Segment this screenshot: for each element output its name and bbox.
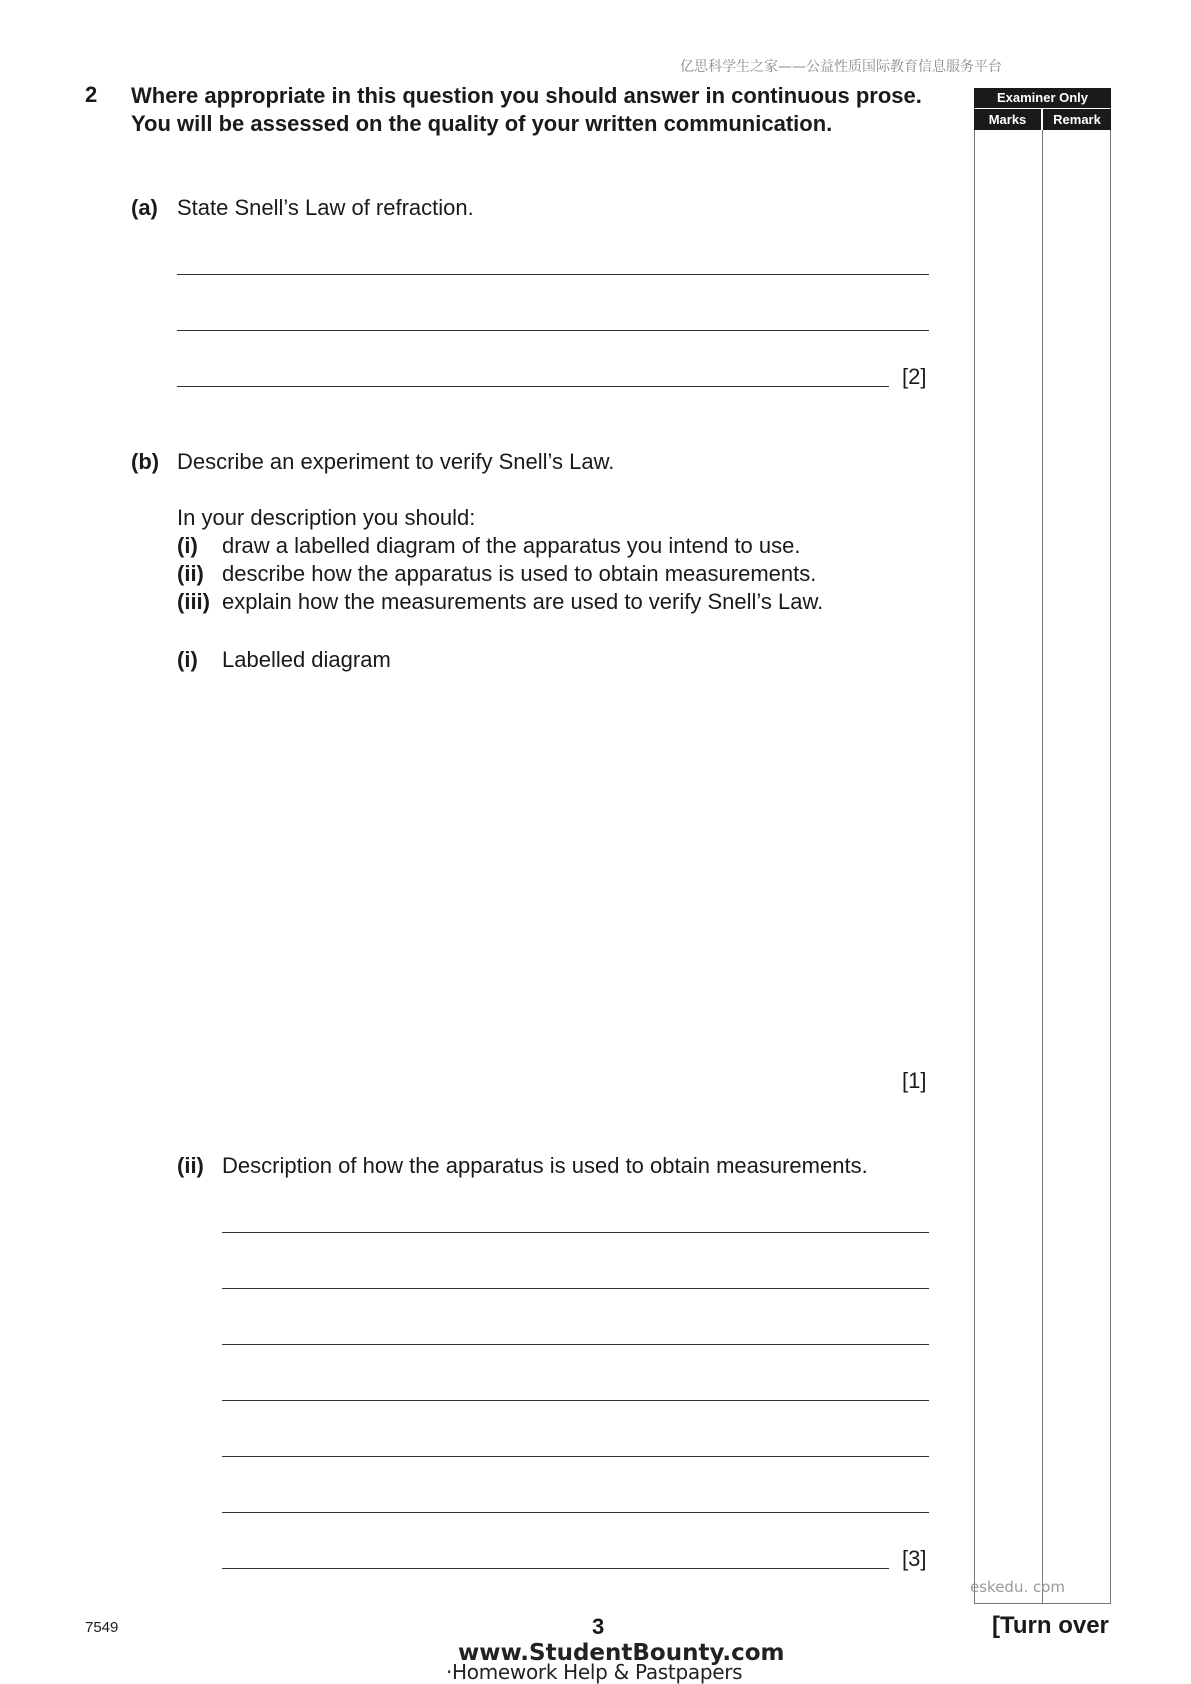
sub-ii-label: (ii) bbox=[177, 1153, 204, 1178]
examiner-remark-header: Remark bbox=[1043, 109, 1111, 130]
question-instruction: Where appropriate in this question you should answer in continuous prose. You will be assessed on the quality of your written communication. bbox=[131, 83, 922, 136]
sub-ii-marks: [3] bbox=[902, 1546, 927, 1571]
examiner-header: Examiner Only bbox=[974, 88, 1111, 108]
answer-line-b2[interactable] bbox=[222, 1288, 929, 1289]
answer-line-b6[interactable] bbox=[222, 1512, 929, 1513]
part-a-label: (a) bbox=[131, 195, 158, 220]
answer-line-a1[interactable] bbox=[177, 274, 929, 275]
page-number: 3 bbox=[592, 1614, 605, 1639]
part-b-intro: In your description you should: bbox=[177, 505, 476, 530]
answer-line-b1[interactable] bbox=[222, 1232, 929, 1233]
part-b-label: (b) bbox=[131, 449, 160, 474]
item-ii-text: describe how the apparatus is used to obtain measurements. bbox=[222, 561, 817, 586]
answer-line-a2[interactable] bbox=[177, 330, 929, 331]
part-a-marks: [2] bbox=[902, 364, 927, 389]
sub-i-marks: [1] bbox=[902, 1068, 927, 1093]
studentbounty-tagline: ·Homework Help & Pastpapers bbox=[446, 1660, 743, 1684]
item-ii-label: (ii) bbox=[177, 561, 204, 586]
answer-line-b7[interactable] bbox=[222, 1568, 889, 1569]
item-i-label: (i) bbox=[177, 533, 198, 558]
answer-line-b3[interactable] bbox=[222, 1344, 929, 1345]
answer-line-a3[interactable] bbox=[177, 386, 889, 387]
diagram-area[interactable] bbox=[177, 690, 929, 1060]
studentbounty-url[interactable]: www.StudentBounty.com bbox=[458, 1640, 785, 1666]
watermark-top: 亿思科学生之家——公益性质国际教育信息服务平台 bbox=[680, 59, 1002, 75]
turn-over: [Turn over bbox=[992, 1612, 1109, 1639]
examiner-divider bbox=[1042, 130, 1043, 1604]
paper-code: 7549 bbox=[85, 1619, 119, 1636]
part-a-prompt: State Snell’s Law of refraction. bbox=[177, 195, 474, 220]
item-i-text: draw a labelled diagram of the apparatus you intend to use. bbox=[222, 533, 801, 558]
part-b-prompt: Describe an experiment to verify Snell’s Law. bbox=[177, 449, 615, 474]
item-iii-text: explain how the measurements are used to verify Snell’s Law. bbox=[222, 589, 824, 614]
examiner-marks-header: Marks bbox=[974, 109, 1041, 130]
question-number: 2 bbox=[85, 82, 98, 107]
watermark-bottom: eskedu. com bbox=[970, 1578, 1066, 1596]
answer-line-b4[interactable] bbox=[222, 1400, 929, 1401]
sub-i-title: Labelled diagram bbox=[222, 647, 391, 672]
sub-i-label: (i) bbox=[177, 647, 198, 672]
item-iii-label: (iii) bbox=[177, 589, 210, 614]
sub-ii-title: Description of how the apparatus is used to obtain measurements. bbox=[222, 1153, 868, 1178]
answer-line-b5[interactable] bbox=[222, 1456, 929, 1457]
